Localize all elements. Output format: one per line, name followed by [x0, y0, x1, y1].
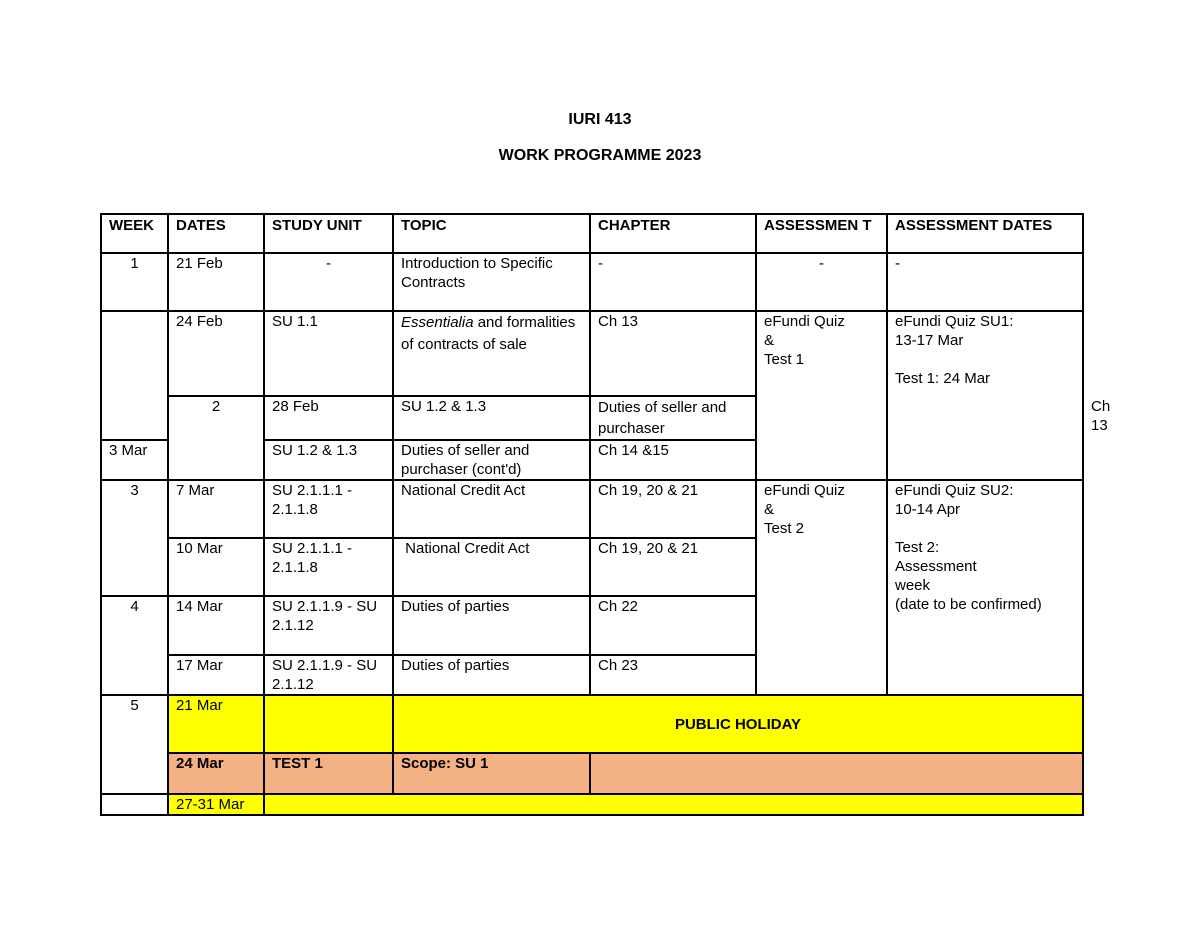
assessment-date-line: Test 1: 24 Mar	[895, 370, 991, 387]
table-row	[101, 794, 1083, 815]
week-cell: 3	[101, 480, 168, 596]
topic-cell: Scope: SU 1	[393, 753, 590, 794]
assessment-date-line: eFundi Quiz SU1:	[895, 313, 1014, 330]
date-cell: 10 Mar	[168, 538, 264, 596]
date-cell: 17 Mar	[168, 655, 264, 695]
chapter-cell: Ch 19, 20 & 21	[590, 480, 756, 538]
topic-emphasis: Essentialia	[401, 314, 474, 331]
assessment-date-line: (date to be confirmed)	[895, 596, 1042, 613]
topic-cell: Duties of parties	[393, 596, 590, 655]
study-unit-cell: SU 2.1.1.9 - SU 2.1.12	[264, 655, 393, 695]
assessment-line: &	[764, 501, 775, 518]
study-unit-cell	[264, 695, 393, 753]
study-unit-cell: SU 1.2 & 1.3	[393, 396, 590, 440]
header-chapter: CHAPTER	[590, 214, 756, 253]
assessment-date-line: Test 2: Assessment week	[895, 539, 977, 594]
date-cell: 27-31 Mar	[168, 794, 264, 815]
week-cell: 5	[101, 695, 168, 794]
chapter-cell: -	[590, 253, 756, 311]
topic-cell: National Credit Act	[393, 538, 590, 596]
topic-cell: Duties of parties	[393, 655, 590, 695]
date-cell: 24 Mar	[168, 753, 264, 794]
header-dates: DATES	[168, 214, 264, 253]
assessment-dates-cell	[887, 311, 1083, 480]
table-row	[101, 253, 1083, 311]
header-week: WEEK	[101, 214, 168, 253]
assessment-line: Test 1	[764, 351, 805, 368]
table-header-row	[101, 214, 1083, 253]
study-unit-cell: SU 1.2 & 1.3	[264, 440, 393, 480]
assessment-dates-cell	[887, 480, 1083, 695]
date-cell: 28 Feb	[264, 396, 393, 440]
table-row	[101, 753, 1083, 794]
topic-cell	[393, 311, 590, 396]
course-code: IURI 413	[568, 111, 632, 128]
week-cell	[101, 794, 168, 815]
assessment-line: eFundi Quiz	[764, 313, 845, 330]
table-row	[101, 480, 1083, 538]
assessment-date-line: 10-14 Apr	[895, 501, 961, 518]
assessment-cell: -	[756, 253, 887, 311]
study-unit-cell: SU 1.1	[264, 311, 393, 396]
week-cell: 2	[168, 396, 264, 480]
assessment-line: Test 2	[764, 520, 805, 537]
test-empty-cell	[590, 753, 1083, 794]
week-cell	[101, 311, 168, 440]
date-cell: 24 Feb	[168, 311, 264, 396]
assessment-date-line: eFundi Quiz SU2:	[895, 482, 1014, 499]
topic-cell: Duties of seller and purchaser	[590, 396, 756, 440]
header-assessment: ASSESSMEN T	[756, 214, 887, 253]
assessment-cell	[756, 480, 887, 695]
assessment-line: &	[764, 332, 775, 349]
topic-cell: Duties of seller and purchaser (cont'd)	[393, 440, 590, 480]
table-row	[101, 311, 1083, 396]
topic-cell: National Credit Act	[393, 480, 590, 538]
table-row	[101, 695, 1083, 753]
study-unit-cell: -	[264, 253, 393, 311]
assessment-line: eFundi Quiz	[764, 482, 845, 499]
work-programme-table	[100, 213, 1111, 816]
assessment-date-line: 13-17 Mar	[895, 332, 964, 349]
assessment-dates-cell: -	[887, 253, 1083, 311]
chapter-cell: Ch 19, 20 & 21	[590, 538, 756, 596]
chapter-cell: Ch 13	[590, 311, 756, 396]
header-topic: TOPIC	[393, 214, 590, 253]
table-row: 2 28 Feb SU 1.2 & 1.3 Duties of seller and purchaser Ch 13	[101, 396, 1083, 440]
assessment-cell	[756, 311, 887, 480]
topic-cell: Introduction to Specific Contracts	[393, 253, 590, 311]
study-unit-cell: SU 2.1.1.9 - SU 2.1.12	[264, 596, 393, 655]
public-holiday-note: PUBLIC HOLIDAY	[393, 695, 1083, 753]
chapter-cell: Ch 22	[590, 596, 756, 655]
date-cell: 3 Mar	[101, 440, 168, 480]
header-study-unit: STUDY UNIT	[264, 214, 393, 253]
date-cell: 21 Mar	[168, 695, 264, 753]
document-title: WORK PROGRAMME 2023	[498, 147, 702, 164]
study-unit-cell: TEST 1	[264, 753, 393, 794]
empty-cell	[264, 794, 1083, 815]
header-assessment-dates: ASSESSMENT DATES	[887, 214, 1083, 253]
chapter-cell: Ch 14 &15	[590, 440, 756, 480]
chapter-cell: Ch 23	[590, 655, 756, 695]
date-cell: 14 Mar	[168, 596, 264, 655]
date-cell: 21 Feb	[168, 253, 264, 311]
study-unit-cell: SU 2.1.1.1 - 2.1.1.8	[264, 538, 393, 596]
week-cell: 4	[101, 596, 168, 695]
week-cell: 1	[101, 253, 168, 311]
date-cell: 7 Mar	[168, 480, 264, 538]
study-unit-cell: SU 2.1.1.1 - 2.1.1.8	[264, 480, 393, 538]
topic-text: and formalities of contracts of sale	[401, 314, 576, 353]
